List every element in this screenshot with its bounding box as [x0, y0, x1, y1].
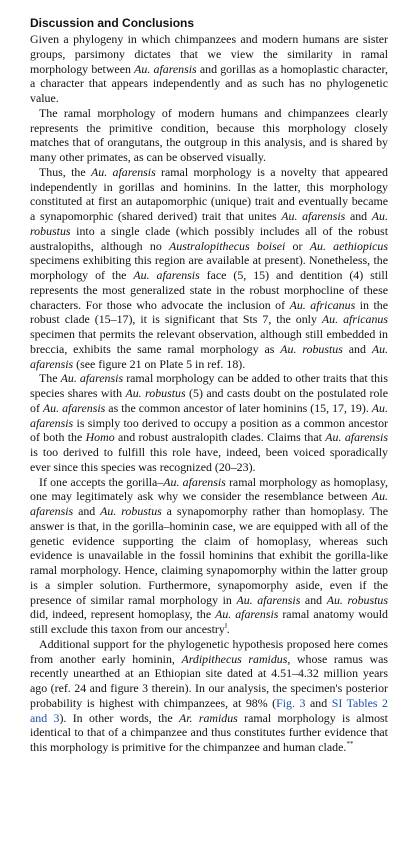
italic-term: Australopithecus boisei: [169, 238, 286, 253]
italic-term: Au. afarensis: [236, 592, 301, 607]
italic-term: Au. robustus: [100, 504, 162, 518]
text-run: and: [73, 504, 101, 518]
text-run: face (5, 15) and dentition (4) still represents the most generalized state in the robust morphocline of these characters. For those who advocate the inclusion of: [30, 268, 388, 312]
italic-term: Au. aethiopicus: [309, 238, 388, 253]
text-run: did, indeed, represent homoplasy, the: [30, 607, 216, 622]
text-run: is too derived to fulfill this role have, indeed, been voiced sporadically ever since this species was recognized (20–23).: [30, 445, 388, 474]
text-run: ). In other words, the: [59, 710, 179, 725]
text-run: in the robust clade (15–17), it is significant that Sts 7, the only: [30, 297, 388, 327]
text-run: and: [342, 341, 372, 356]
paragraph: [30, 165, 388, 372]
text-run: If one accepts the gorilla–: [39, 474, 164, 489]
text-run: The: [39, 371, 61, 386]
footnote-marker[interactable]: ‖: [224, 622, 227, 631]
text-run: .: [226, 622, 230, 636]
italic-term: Au. afarensis: [91, 164, 156, 179]
italic-term: Au. robustus: [326, 592, 388, 607]
text-run: and: [305, 695, 332, 710]
text-run: The ramal morphology of modern humans and chimpanzees clearly represents the primitive condition, because this morphology closely matches that of orangutans, the outgroup in this analysis, and is shared by many other primates, as can be observed visually.: [30, 105, 388, 164]
paragraph: [30, 475, 388, 637]
italic-term: Au. afarensis: [325, 430, 388, 445]
italic-term: Au. robustus: [280, 341, 343, 356]
italic-term: Au. afarensis: [215, 607, 279, 622]
italic-term: Au. afarensis: [134, 61, 197, 76]
text-run: as the common ancestor of later hominins (15, 17, 19).: [105, 400, 372, 415]
footnote-marker[interactable]: **: [346, 740, 354, 749]
paragraph: [30, 637, 388, 755]
text-run: and gorillas as a homoplastic character, a character that appears independently and as such has no phylogenetic value.: [30, 61, 388, 105]
text-run: or: [285, 238, 310, 253]
text-run: ramal morphology can be added to other traits that this species shares with: [30, 371, 388, 400]
italic-term: Au. africanus: [289, 297, 356, 312]
text-run: is simply too derived to occupy a position as a common ancestor of both the: [30, 415, 388, 445]
text-run: ramal morphology as homoplasy, one may legitimately ask why we consider the resemblance between: [30, 474, 388, 504]
text-run: and: [345, 209, 372, 223]
text-run: and: [300, 592, 327, 607]
text-run: , whose ramus was recently unearthed at an Ethiopian site dated at 4.51–4.32 million years ago (ref. 24 and figure 3 therein). In our analysis, the specimen's posterior probability is highest with chimpanzees, at 98% (: [30, 651, 388, 710]
text-run: a synapomorphy rather than homoplasy. The answer is that, in the gorilla–hominin case, we are equipped with all of the genetic evidence supporting the claim of homoplasy, whereas such evidence is unavailable in the fossil hominins that exhibit the gorilla-like ramal morphology. Hence, claiming synapomorphy within the latter group is a simpler solution. Furthermore, synapomorphy aside, even if the presence of similar ramal morphology in: [30, 504, 389, 607]
paragraph: [30, 32, 388, 106]
text-run: (see figure 21 on Plate 5 in ref. 18).: [73, 356, 246, 371]
reference-link[interactable]: SI Tables 2 and 3: [30, 695, 388, 725]
italic-term: Au. robustus: [30, 209, 388, 238]
italic-term: Au. afarensis: [163, 474, 226, 489]
italic-term: Au. robustus: [125, 386, 186, 400]
section-body: [30, 32, 388, 755]
text-run: into a single clade (which possibly includes all of the robust australopiths, although no: [30, 223, 388, 253]
text-run: Additional support for the phylogenetic hypothesis proposed here comes from another early hominin,: [30, 636, 388, 666]
text-run: Given a phylogeny in which chimpanzees and modern humans are sister groups, parsimony dictates that we view the similarity in ramal morphology between: [30, 32, 388, 76]
section-heading: Discussion and Conclusions: [30, 16, 195, 30]
italic-term: Ar. ramidus: [178, 710, 238, 725]
italic-term: Au. afarensis: [281, 209, 346, 223]
paragraph: [30, 371, 388, 474]
italic-term: Homo: [85, 430, 115, 445]
text-run: ramal morphology is a novelty that appeared independently in gorillas and hominins. In the latter, this morphology constituted at first an autapomorphic (unique) trait and eventually became a synapomorphic (shared derived) trait that unites: [30, 164, 388, 223]
italic-term: Au. afarensis: [30, 341, 388, 371]
italic-term: Au. afarensis: [42, 400, 106, 415]
italic-term: Au. afarensis: [133, 268, 200, 282]
italic-term: Au. afarensis: [30, 489, 388, 518]
italic-term: Au. afarensis: [30, 400, 388, 430]
reference-link[interactable]: Fig. 3: [276, 695, 306, 710]
italic-term: Au. afarensis: [60, 371, 124, 386]
text-run: specimen that permits the relevant observation, although still embedded in breccia, exhibits the same ramal morphology as: [30, 327, 388, 356]
text-run: Thus, the: [39, 164, 91, 179]
paragraph: [30, 106, 388, 165]
italic-term: Ardipithecus ramidus: [181, 651, 288, 666]
italic-term: Au. africanus: [321, 312, 388, 327]
text-run: and robust australopith clades. Claims that: [114, 430, 326, 445]
text-run: (5) and casts doubt on the postulated role of: [30, 386, 389, 415]
text-run: ramal morphology is almost identical to that of a chimpanzee and thus constitutes further evidence that this morphology is primitive for the chimpanzee and human clade.: [30, 710, 388, 754]
text-run: ramal anatomy would still exclude this taxon from our ancestry: [30, 607, 388, 636]
text-run: specimens exhibiting this region are available at present). Nonetheless, the morphology of the: [30, 253, 388, 282]
